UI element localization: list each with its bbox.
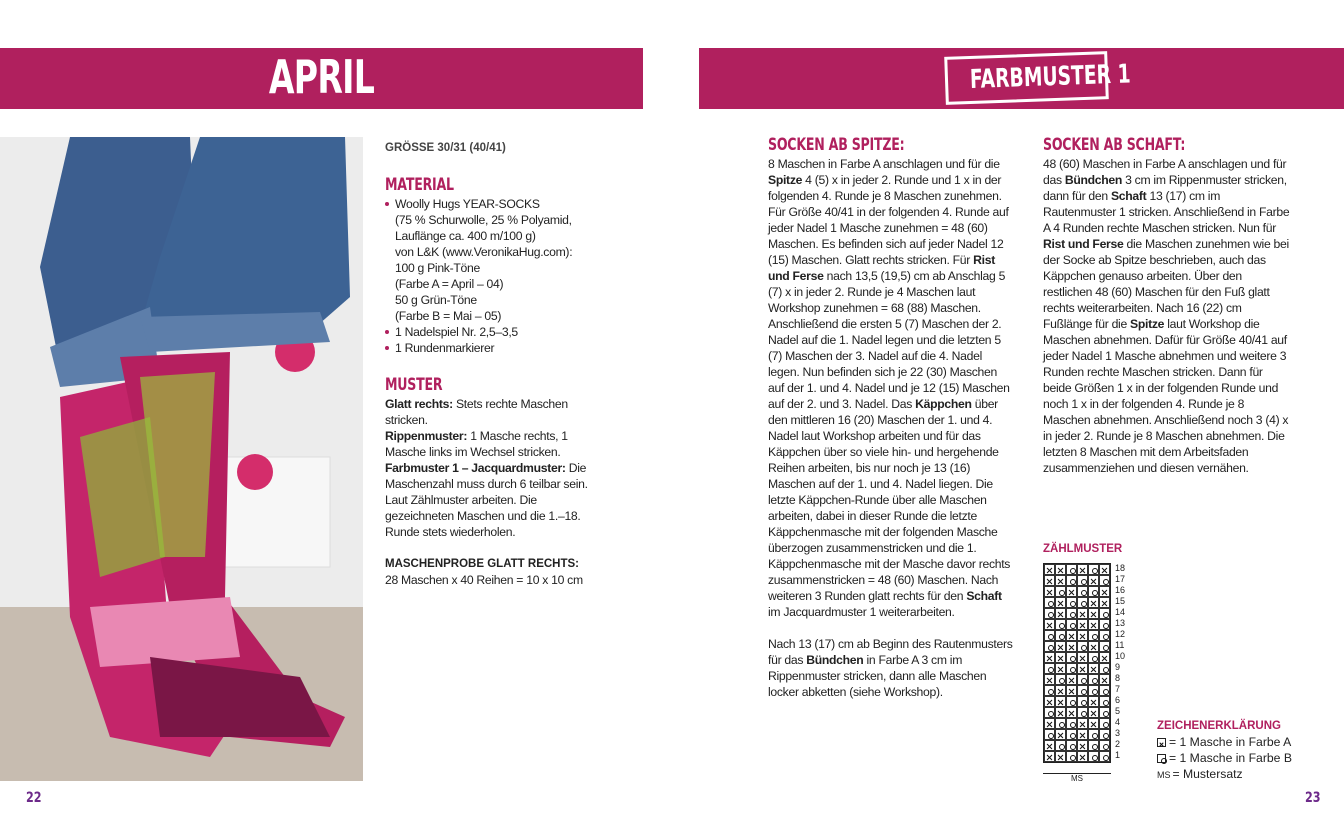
chart-row-number: 3 <box>1115 728 1121 738</box>
chart-cell-color-a <box>1066 586 1077 597</box>
chart-cell-color-b <box>1044 608 1055 619</box>
chart-cell-color-b <box>1099 740 1110 751</box>
chart-row-number: 10 <box>1115 651 1126 661</box>
chart-cell-color-a <box>1044 619 1055 630</box>
chart-cell-color-a <box>1077 652 1088 663</box>
chart-cell-color-a <box>1099 674 1110 685</box>
stamp-label: FARBMUSTER 1 <box>969 59 1132 95</box>
chart-cell-color-a <box>1055 685 1066 696</box>
chart-cell-color-b <box>1066 729 1077 740</box>
chart-cell-color-b <box>1088 630 1099 641</box>
schaft-heading: SOCKEN AB SCHAFT: <box>1043 135 1186 155</box>
chart-cell-color-b <box>1077 685 1088 696</box>
size-line: GRÖSSE 30/31 (40/41) <box>385 142 506 154</box>
chart-cell-color-b <box>1066 740 1077 751</box>
chart-cell-color-b <box>1044 707 1055 718</box>
chart-cell-color-a <box>1055 597 1066 608</box>
material-line: Lauflänge ca. 400 m/100 g) <box>395 229 536 243</box>
chart-cell-color-a <box>1055 564 1066 575</box>
page-title: APRIL <box>268 50 375 104</box>
chart-cell-color-b <box>1099 630 1110 641</box>
spitze-text-2: Nach 13 (17) cm ab Beginn des Rautenmusters für das Bündchen in Farbe A 3 cm im Rippenmuster stricken, dann alle Maschen locker abketten (siehe Workshop). <box>768 637 1013 699</box>
chart-cell-color-b <box>1099 575 1110 586</box>
chart-cell-color-b <box>1077 707 1088 718</box>
chart-cell-color-b <box>1066 718 1077 729</box>
chart-cell-color-b <box>1077 696 1088 707</box>
chart-grid <box>1043 563 1111 763</box>
chart-cell-color-a <box>1044 751 1055 762</box>
chart-cell-color-a <box>1077 663 1088 674</box>
chart-cell-color-a <box>1066 707 1077 718</box>
chart-cell-color-a <box>1055 751 1066 762</box>
chart-cell-color-b <box>1077 674 1088 685</box>
chart-cell-color-a <box>1077 619 1088 630</box>
chart-cell-color-a <box>1044 718 1055 729</box>
chart-cell-color-b <box>1099 619 1110 630</box>
chart-cell-color-b <box>1077 597 1088 608</box>
chart-cell-color-a <box>1077 718 1088 729</box>
chart-cell-color-a <box>1077 608 1088 619</box>
left-column <box>385 140 590 588</box>
knitting-chart <box>1043 563 1126 783</box>
chart-cell-color-b <box>1099 641 1110 652</box>
chart-cell-color-b <box>1066 597 1077 608</box>
chart-cell-color-b <box>1066 751 1077 762</box>
chart-cell-color-b <box>1055 630 1066 641</box>
material-line: 50 g Grün-Töne <box>395 293 477 307</box>
cross-symbol-icon <box>1157 738 1166 747</box>
chart-row-number: 12 <box>1115 629 1126 639</box>
chart-cell-color-b <box>1066 663 1077 674</box>
schaft-text: 48 (60) Maschen in Farbe A anschlagen und für das Bündchen 3 cm im Rippenmuster stricken, dann für den Schaft 13 (17) cm im Rautenmuster 1 stricken. Anschließend in Farbe A 4 Runden rechte Maschen stricken. Nun für Rist und Ferse die Maschen zunehmen wie bei der Socke ab Spitze beschrieben, auch das Käppchen genauso arbeiten. Über den restlichen 48 (60) Maschen für den Fuß glatt rechts weiterarbeiten. Nach 16 (22) cm Fußlänge für die Spitze laut Workshop die Maschen abnehmen. Dafür für Größe 40/41 auf jeder Nadel 1 Masche abnehmen und weitere 3 Runden rechte Maschen stricken. Dann für beide Größen 1 x in der folgenden Runde und noch 1 x in der folgenden 4. Runde je 8 Maschen abnehmen. Anschließend noch 3 (4) x in jeder 2. Runde je 8 Maschen abnehmen. Die letzten 8 Maschen mit dem Arbeitsfaden zusammenziehen und diesen vernähen. <box>1043 157 1290 475</box>
material-line: Woolly Hugs YEAR-SOCKS <box>395 197 540 211</box>
chart-cell-color-b <box>1088 685 1099 696</box>
chart-cell-color-a <box>1044 564 1055 575</box>
chart-cell-color-a <box>1077 729 1088 740</box>
chart-cell-color-b <box>1099 696 1110 707</box>
legend-item-a: = 1 Masche in Farbe A <box>1157 734 1292 750</box>
legend <box>1157 718 1292 783</box>
page-number-right: 23 <box>1304 790 1321 806</box>
chart-cell-color-a <box>1066 674 1077 685</box>
spitze-column <box>768 134 1014 700</box>
chart-cell-color-b <box>1044 597 1055 608</box>
chart-cell-color-b <box>1044 663 1055 674</box>
socks-illustration <box>0 137 363 781</box>
chart-cell-color-a <box>1055 608 1066 619</box>
chart-cell-color-a <box>1088 575 1099 586</box>
muster-rippen: Rippenmuster: 1 Masche rechts, 1 Masche links im Wechsel stricken. <box>385 429 568 459</box>
chart-cell-color-a <box>1055 707 1066 718</box>
chart-row-number: 18 <box>1115 563 1126 573</box>
chart-cell-color-b <box>1088 751 1099 762</box>
chart-cell-color-b <box>1099 608 1110 619</box>
chart-cell-color-a <box>1044 674 1055 685</box>
chart-cell-color-a <box>1088 619 1099 630</box>
chart-cell-color-a <box>1044 586 1055 597</box>
chart-cell-color-a <box>1066 641 1077 652</box>
chart-cell-color-a <box>1044 652 1055 663</box>
legend-item-b: = 1 Masche in Farbe B <box>1157 750 1292 766</box>
page-number-left: 22 <box>25 790 42 806</box>
title-banner <box>0 48 643 109</box>
chart-cell-color-b <box>1077 586 1088 597</box>
material-line: 100 g Pink-Töne <box>395 261 480 275</box>
spitze-text: 8 Maschen in Farbe A anschlagen und für die Spitze 4 (5) x in jeder 2. Runde und 1 x in der folgenden 4. Runde je 8 Maschen zunehmen. Für Größe 40/41 in der folgenden 4. Runde auf jeder Nadel 1 Masche zunehmen = 48 (60) Maschen. Es befinden sich auf jeder Nadel 12 (15) Maschen. Glatt rechts stricken. Für Rist und Ferse nach 13,5 (19,5) cm ab Anschlag 5 (7) x in jeder 2. Runde je 4 Maschen laut Workshop zunehmen = 68 (88) Maschen. Anschließend die ersten 5 (7) Maschen der 2. Nadel auf die 1. Nadel legen und die letzten 5 (7) Maschen der 3. Nadel auf die 4. Nadel legen. Nun befinden sich je 22 (30) Maschen auf der 1. und 4. Nadel und je 12 (15) Maschen auf der 2. und 3. Nadel. Das Käppchen über den mittleren 16 (20) Maschen der 1. und 4. Nadel laut Workshop arbeiten und für das Käppchen über so viele hin- und hergehende Reihen arbeiten, bis nur noch je 13 (16) Maschen auf der 1. und 4. Nadel liegen. Die letzte Käppchen-Runde über alle Maschen arbeiten, dabei in dieser Runde die letzte Käppchenmasche mit der folgenden Masche überzogen zusammenstricken und die 1. Käppchenmasche mit der Masche davor rechts zusammenstricken = 48 (60) Maschen. Nach weiteren 3 Runden glatt rechts für den Schaft im Jacquardmuster 1 weiterarbeiten. <box>768 157 1011 619</box>
chart-cell-color-a <box>1099 652 1110 663</box>
chart-row-number: 13 <box>1115 618 1126 628</box>
schaft-column <box>1043 134 1293 476</box>
chart-row-number: 17 <box>1115 574 1126 584</box>
muster-jacquard: Farbmuster 1 – Jacquardmuster: Die Maschenzahl muss durch 6 teilbar sein. Laut Zählmuster arbeiten. Die gezeichneten Maschen und die 1.–18. Runde stets wiederholen. <box>385 461 588 539</box>
chart-cell-color-b <box>1066 564 1077 575</box>
material-list <box>385 196 590 356</box>
chart-cell-color-a <box>1088 641 1099 652</box>
material-line: (Farbe B = Mai – 05) <box>395 309 502 323</box>
material-item-yarn <box>385 196 590 324</box>
material-item-needles: 1 Nadelspiel Nr. 2,5–3,5 <box>385 324 590 340</box>
chart-cell-color-a <box>1077 564 1088 575</box>
material-line: (75 % Schurwolle, 25 % Polyamid, <box>395 213 572 227</box>
chart-row-number: 6 <box>1115 695 1121 705</box>
chart-cell-color-b <box>1077 641 1088 652</box>
chart-cell-color-b <box>1088 674 1099 685</box>
chart-cell-color-b <box>1099 663 1110 674</box>
chart-cell-color-b <box>1099 718 1110 729</box>
chart-cell-color-b <box>1088 652 1099 663</box>
chart-row-number: 16 <box>1115 585 1126 595</box>
chart-cell-color-b <box>1055 619 1066 630</box>
chart-cell-color-b <box>1066 575 1077 586</box>
chart-cell-color-b <box>1066 652 1077 663</box>
chart-cell-color-a <box>1088 707 1099 718</box>
chart-cell-color-b <box>1055 674 1066 685</box>
chart-heading: ZÄHLMUSTER <box>1043 543 1123 555</box>
chart-cell-color-a <box>1088 597 1099 608</box>
chart-cell-color-a <box>1044 575 1055 586</box>
chart-cell-color-b <box>1077 575 1088 586</box>
chart-cell-color-a <box>1066 685 1077 696</box>
chart-cell-color-a <box>1055 652 1066 663</box>
chart-row-number: 1 <box>1115 750 1121 760</box>
chart-cell-color-b <box>1066 696 1077 707</box>
chart-cell-color-b <box>1055 740 1066 751</box>
chart-cell-color-a <box>1088 718 1099 729</box>
chart-row-number: 8 <box>1115 673 1121 683</box>
chart-row-number: 9 <box>1115 662 1121 672</box>
chart-row-number: 2 <box>1115 739 1121 749</box>
chart-cell-color-a <box>1099 564 1110 575</box>
chart-cell-color-a <box>1055 729 1066 740</box>
chart-row-number: 7 <box>1115 684 1121 694</box>
gauge-heading: MASCHENPROBE GLATT RECHTS: <box>385 558 580 570</box>
chart-cell-color-b <box>1066 608 1077 619</box>
chart-cell-color-b <box>1099 707 1110 718</box>
material-heading: MATERIAL <box>385 175 454 195</box>
muster-heading: MUSTER <box>385 375 443 395</box>
chart-cell-color-a <box>1055 575 1066 586</box>
chart-cell-color-b <box>1088 729 1099 740</box>
chart-cell-color-a <box>1077 740 1088 751</box>
chart-row-number: 5 <box>1115 706 1121 716</box>
chart-cell-color-b <box>1044 729 1055 740</box>
chart-row-number: 15 <box>1115 596 1126 606</box>
material-item-marker: 1 Rundenmarkierer <box>385 340 590 356</box>
chart-cell-color-b <box>1088 740 1099 751</box>
chart-cell-color-b <box>1099 751 1110 762</box>
chart-cell-color-a <box>1044 740 1055 751</box>
pattern-stamp <box>944 51 1132 105</box>
chart-cell-color-a <box>1055 641 1066 652</box>
legend-item-ms: MS = Mustersatz <box>1157 767 1243 781</box>
chart-cell-color-b <box>1055 718 1066 729</box>
chart-cell-color-a <box>1055 696 1066 707</box>
chart-cell-color-b <box>1088 564 1099 575</box>
chart-row-numbers <box>1115 563 1125 761</box>
chart-cell-color-b <box>1044 641 1055 652</box>
chart-cell-color-a <box>1077 751 1088 762</box>
chart-row-number: 14 <box>1115 607 1126 617</box>
chart-cell-color-a <box>1088 663 1099 674</box>
chart-cell-color-a <box>1066 630 1077 641</box>
chart-cell-color-b <box>1088 586 1099 597</box>
muster-glatt: Glatt rechts: Stets rechte Maschen stricken. <box>385 397 568 427</box>
gauge-text: 28 Maschen x 40 Reihen = 10 x 10 cm <box>385 573 583 587</box>
chart-cell-color-b <box>1099 729 1110 740</box>
material-line: (Farbe A = April – 04) <box>395 277 504 291</box>
chart-cell-color-a <box>1088 696 1099 707</box>
chart-cell-color-a <box>1099 586 1110 597</box>
chart-cell-color-b <box>1044 685 1055 696</box>
chart-row-number: 4 <box>1115 717 1121 727</box>
chart-cell-color-b <box>1055 586 1066 597</box>
legend-heading: ZEICHENERKLÄRUNG <box>1157 720 1281 732</box>
chart-cell-color-b <box>1099 685 1110 696</box>
dot-symbol-icon <box>1157 754 1166 763</box>
ms-marker: MS <box>1043 773 1111 783</box>
chart-cell-color-a <box>1099 597 1110 608</box>
chart-cell-color-b <box>1044 630 1055 641</box>
chart-cell-color-a <box>1044 696 1055 707</box>
chart-cell-color-b <box>1066 619 1077 630</box>
chart-cell-color-a <box>1077 630 1088 641</box>
chart-row-number: 11 <box>1115 640 1125 650</box>
chart-cell-color-a <box>1088 608 1099 619</box>
spitze-heading: SOCKEN AB SPITZE: <box>768 135 905 155</box>
material-line: von L&K (www.VeronikaHug.com): <box>395 245 573 259</box>
chart-cell-color-a <box>1055 663 1066 674</box>
socks-photo <box>0 137 363 781</box>
